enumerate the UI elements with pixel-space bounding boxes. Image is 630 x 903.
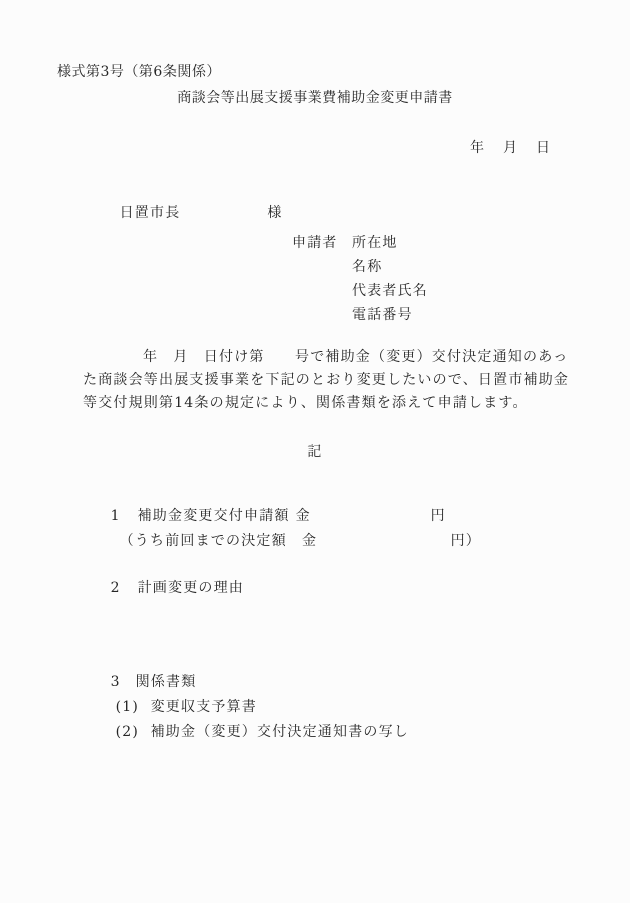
item-2-number: 2 bbox=[110, 579, 121, 596]
item-3-sub-2-line bbox=[93, 706, 409, 759]
item-3-sub-1-label: 変更収支予算書 bbox=[150, 698, 258, 715]
body-line-3: 等交付規則第14条の規定により、関係書類を添えて申請します。 bbox=[83, 395, 528, 411]
item-3-label: 関係書類 bbox=[135, 673, 197, 690]
item-1-unit-label: 円 bbox=[430, 507, 446, 524]
item-3-sub-2-number: (2) bbox=[115, 723, 140, 740]
applicant-field-address: 所在地 bbox=[352, 235, 398, 251]
document-title: 商談会等出展支援事業費補助金変更申請書 bbox=[177, 90, 453, 106]
applicant-label: 申請者 bbox=[292, 235, 338, 251]
item-3-sub-2-label: 補助金（変更）交付決定通知書の写し bbox=[150, 723, 410, 740]
form-number: 様式第3号（第6条関係） bbox=[57, 64, 221, 80]
addressee-name: 日置市長 bbox=[119, 204, 181, 221]
addressee-line bbox=[97, 187, 283, 240]
item-1-sub-text-and-blank: （うち前回までの決定額 金 bbox=[119, 532, 318, 549]
item-1-number: 1 bbox=[110, 507, 121, 524]
item-1-sub-unit-label: 円） bbox=[450, 532, 482, 549]
honorific-label: 様 bbox=[267, 204, 283, 221]
item-1-currency-label-and-blank: 金 bbox=[295, 507, 311, 524]
body-line-1: 年 月 日付け第 号で補助金（変更）交付決定通知のあっ bbox=[143, 349, 569, 365]
item-3-number: 3 bbox=[110, 673, 121, 690]
item-2-label: 計画変更の理由 bbox=[137, 579, 245, 596]
applicant-field-name: 名称 bbox=[352, 259, 383, 275]
item-2-line bbox=[88, 562, 244, 615]
item-1-subline bbox=[97, 515, 481, 568]
section-marker: 記 bbox=[307, 444, 323, 460]
item-3-sub-1-number: (1) bbox=[115, 698, 140, 715]
applicant-field-phone: 電話番号 bbox=[352, 307, 413, 323]
body-line-2: た商談会等出展支援事業を下記のとおり変更したいので、日置市補助金 bbox=[83, 372, 570, 388]
item-1-label: 補助金変更交付申請額 bbox=[137, 507, 290, 524]
date-line: 年 月 日 bbox=[470, 140, 553, 156]
applicant-field-representative: 代表者氏名 bbox=[352, 283, 428, 299]
